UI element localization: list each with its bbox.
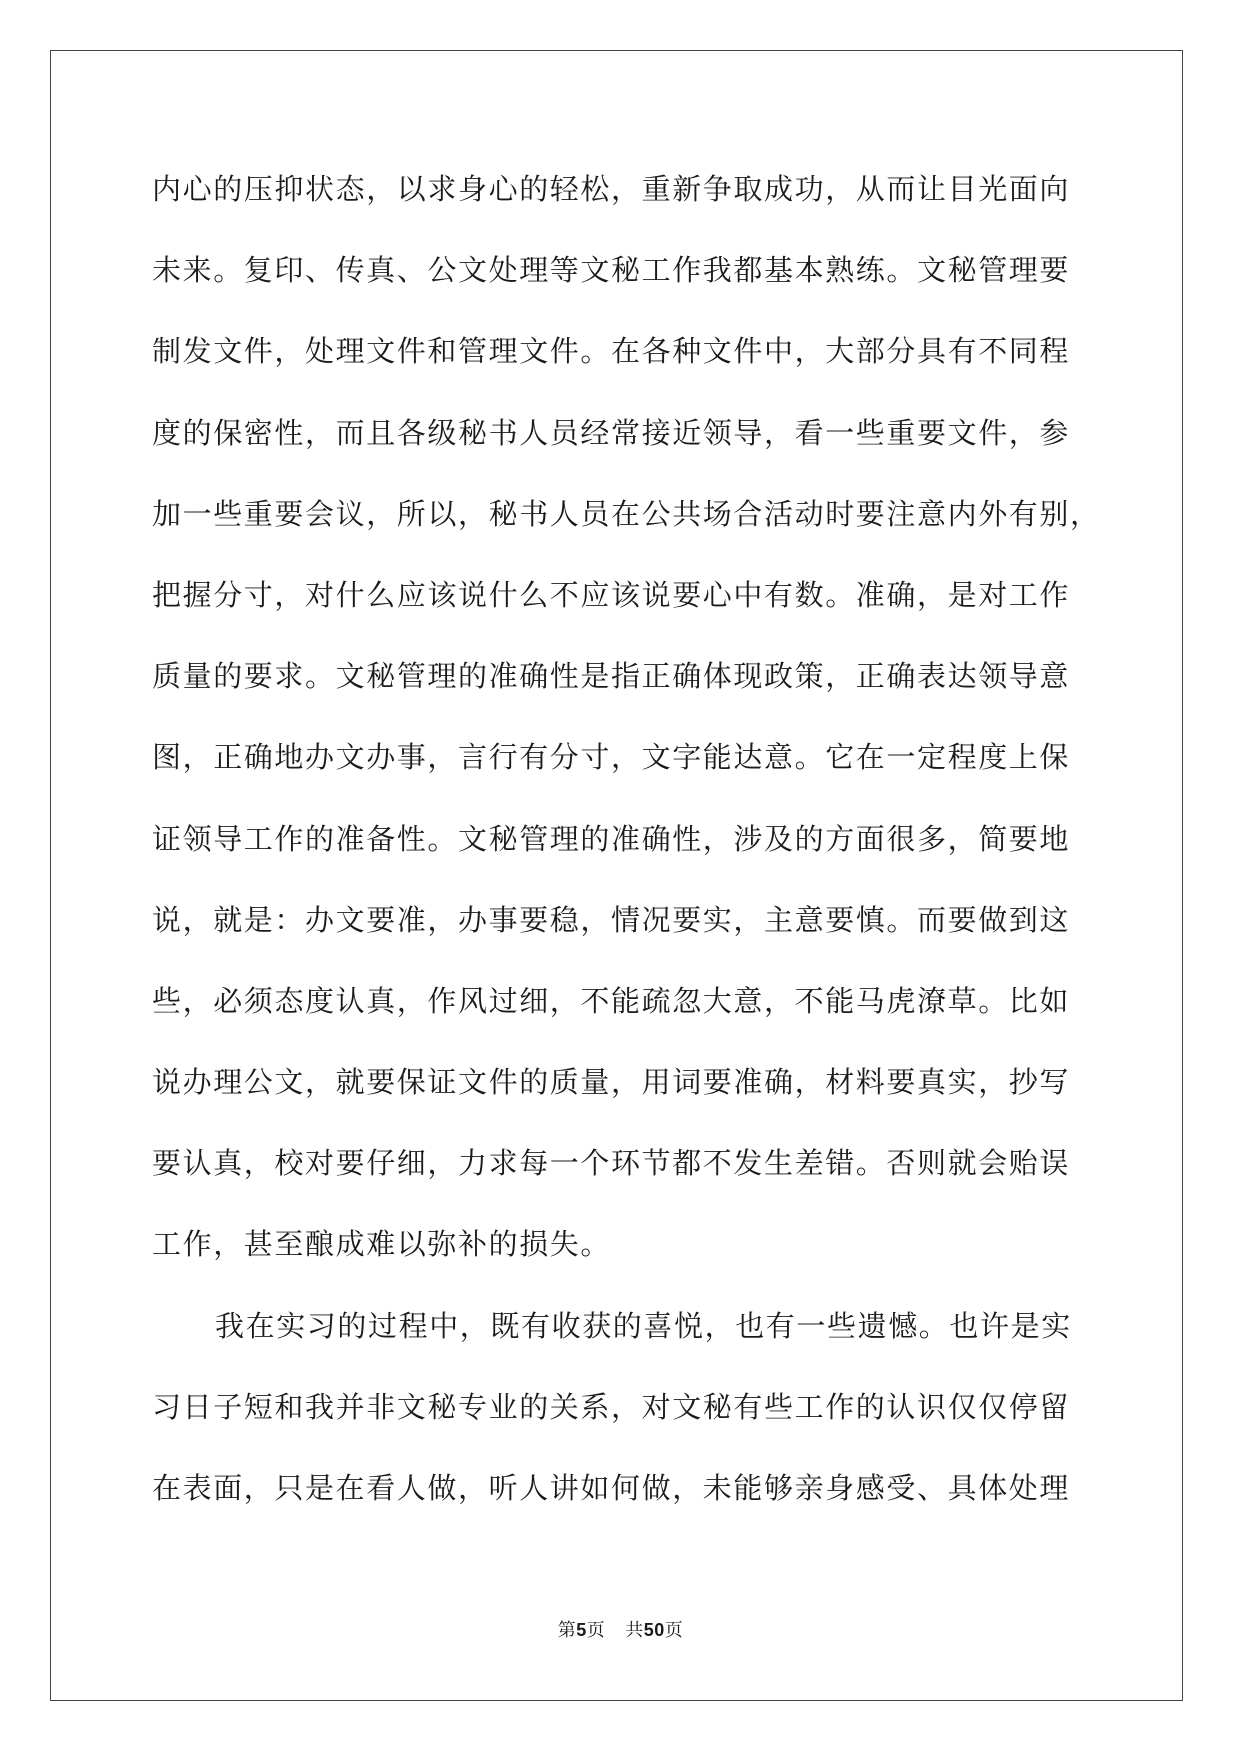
page-suffix: 页 [586, 1620, 606, 1641]
text-line-2: 未来。复印、传真、公文处理等文秘工作我都基本熟练。文秘管理要 [152, 253, 1071, 288]
text-line-16: 习日子短和我并非文秘专业的关系，对文秘有些工作的认识仅仅停留 [152, 1389, 1071, 1424]
page-footer [0, 1616, 1241, 1642]
text-line-9: 证领导工作的准备性。文秘管理的准确性，涉及的方面很多，简要地 [152, 821, 1071, 856]
page-number: 5 [576, 1620, 587, 1640]
text-line-3: 制发文件，处理文件和管理文件。在各种文件中，大部分具有不同程 [152, 334, 1071, 369]
text-line-12: 说办理公文，就要保证文件的质量，用词要准确，材料要真实，抄写 [152, 1065, 1071, 1100]
text-line-15: 我在实习的过程中，既有收获的喜悦，也有一些遗憾。也许是实 [215, 1308, 1072, 1343]
total-pages: 50 [643, 1620, 665, 1640]
text-line-17: 在表面，只是在看人做，听人讲如何做，未能够亲身感受、具体处理 [152, 1471, 1071, 1505]
total-suffix: 页 [664, 1620, 684, 1641]
text-line-11: 些，必须态度认真，作风过细，不能疏忽大意，不能马虎潦草。比如 [152, 983, 1071, 1018]
text-line-13: 要认真，校对要仔细，力求每一个环节都不发生差错。否则就会贻误 [152, 1146, 1071, 1181]
text-line-14: 工作，甚至酿成难以弥补的损失。 [152, 1227, 612, 1262]
total-prefix: 共 [625, 1620, 644, 1641]
text-line-1: 内心的压抑状态，以求身心的轻松，重新争取成功，从而让目光面向 [152, 172, 1071, 206]
text-line-8: 图，正确地办文办事，言行有分寸，文字能达意。它在一定程度上保 [152, 740, 1071, 775]
text-line-7: 质量的要求。文秘管理的准确性是指正确体现政策，正确表达领导意 [152, 659, 1071, 694]
body-text [152, 160, 1101, 1540]
text-line-6: 把握分寸，对什么应该说什么不应该说要心中有数。准确，是对工作 [152, 577, 1071, 612]
page-prefix: 第 [557, 1620, 577, 1641]
text-line-4: 度的保密性，而且各级秘书人员经常接近领导，看一些重要文件，参 [152, 415, 1071, 450]
text-line-10: 说，就是：办文要准，办事要稳，情况要实，主意要慎。而要做到这 [152, 902, 1071, 937]
text-line-5: 加一些重要会议，所以，秘书人员在公共场合活动时要注意内外有别， [152, 496, 1101, 531]
